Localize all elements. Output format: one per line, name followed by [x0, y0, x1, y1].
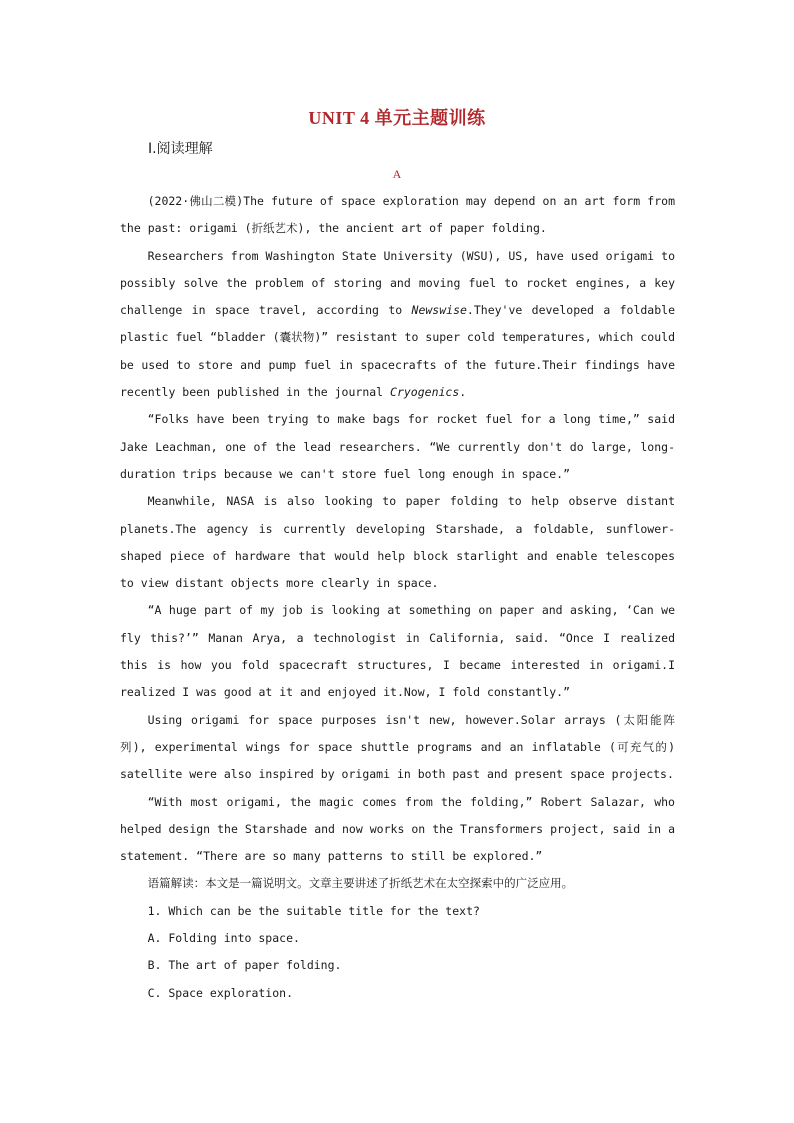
- paragraph-2-part-c: .: [459, 385, 467, 400]
- paragraph-2: [120, 243, 675, 407]
- page-title: UNIT 4 单元主题训练: [308, 108, 486, 128]
- passage-label: A: [392, 167, 402, 181]
- source-newswise: Newswise: [411, 303, 467, 318]
- option-b: B. The art of paper folding.: [147, 958, 342, 973]
- option-c: C. Space exploration.: [147, 985, 293, 1000]
- paragraph-2-part-a: Researchers from Washington State University (WSU), US, have used origami to possibly solve the problem of storing and moving fuel to rocket engines, a key challenge in space travel, according to: [120, 248, 675, 318]
- paragraph-1: (2022·佛山二模)The future of space exploration may depend on an art form from the past: origami (折纸艺术), the ancient art of paper folding.: [120, 194, 675, 236]
- paragraph-4: Meanwhile, NASA is also looking to paper folding to help observe distant planets.The agency is currently developing Starshade, a foldable, sunflower-shaped piece of hardware that would help block starlight and enable telescopes to view distant objects more clearly in space.: [120, 494, 675, 591]
- section-heading: Ⅰ.阅读理解: [148, 141, 213, 157]
- paragraph-5: “A huge part of my job is looking at something on paper and asking, ‘Can we fly this?’” Manan Arya, a technologist in California, said. “Once I realized this is how you fold spacecraft structures, I became interested in origami.I realized I was good at it and enjoyed it.Now, I fold constantly.”: [120, 603, 675, 700]
- summary-line: 语篇解读：本文是一篇说明文。文章主要讲述了折纸艺术在太空探索中的广泛应用。: [147, 876, 574, 891]
- paragraph-6: Using origami for space purposes isn't new, however.Solar arrays (太阳能阵列), experimental wings for space shuttle programs and an inflatable (可充气的) satellite were also inspired by origami in both past and present space projects.: [120, 712, 675, 782]
- paragraph-3: “Folks have been trying to make bags for rocket fuel for a long time,” said Jake Leachman, one of the lead researchers. “We currently don't do large, long-duration trips because we can't store fuel long enough in space.”: [120, 412, 675, 481]
- question-1: 1. Which can be the suitable title for the text?: [147, 903, 480, 918]
- journal-cryogenics: Cryogenics: [390, 385, 460, 400]
- paragraph-7: “With most origami, the magic comes from the folding,” Robert Salazar, who helped design the Starshade and now works on the Transformers project, said in a statement. “There are so many patterns to still be explored.”: [120, 794, 675, 864]
- option-a: A. Folding into space.: [147, 931, 300, 946]
- paragraph-2-part-b: .They've developed a foldable plastic fuel “bladder (囊状物)” resistant to super cold temperatures, which could be used to store and pump fuel in spacecrafts of the future.Their findings have recently been published in the journal: [120, 303, 675, 400]
- passage-body: [120, 188, 675, 1007]
